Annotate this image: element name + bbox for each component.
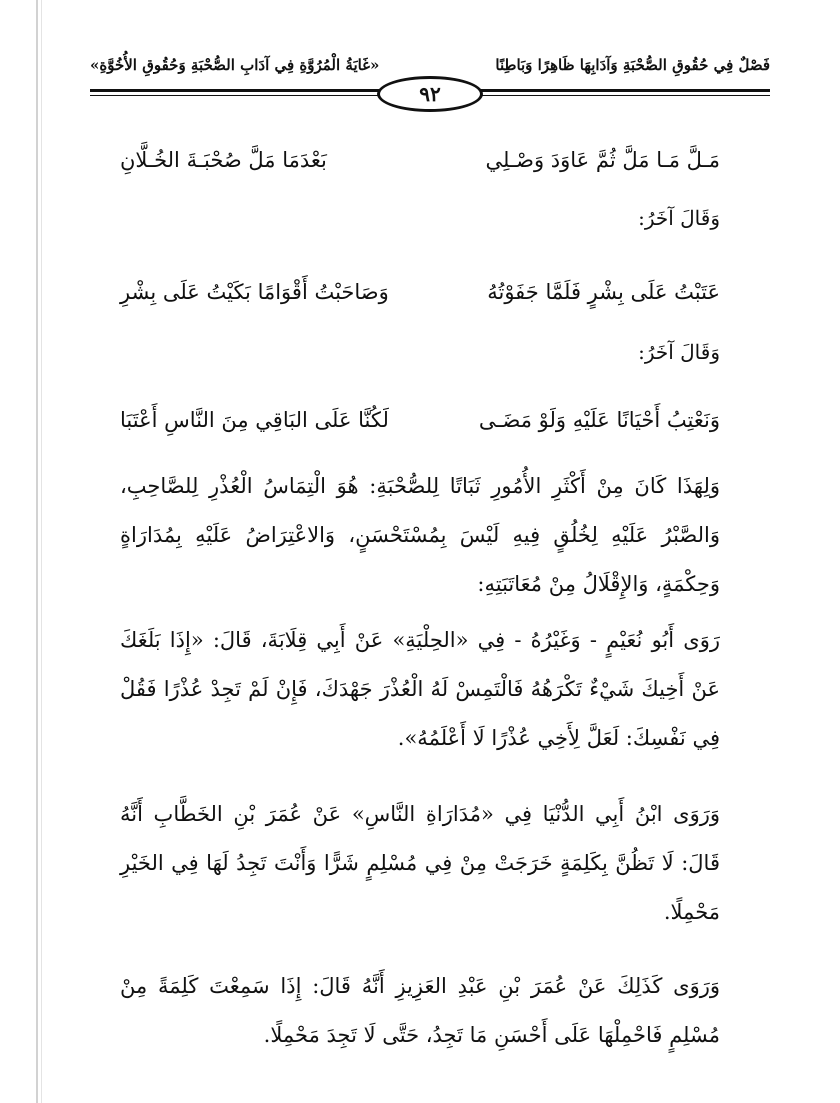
verse-intro: وَقَالَ آخَرُ: [638, 206, 720, 230]
body-paragraph [120, 962, 720, 1060]
paragraph-text: وَرَوَى كَذَلِكَ عَنْ عُمَرَ بْنِ عَبْدِ العَزِيزِ أَنَّهُ قَالَ: إِذَا سَمِعْتَ كَلِمَةً مِنْ مُسْلِمٍ فَاحْمِلْهَا عَلَى أَحْسَنِ مَا تَجِدُ، حَتَّى لَا تَجِدَ مَحْمِلًا. [120, 974, 720, 1047]
verse-first-hemistich: وَنَعْتِبُ أَحْيَانًا عَلَيْهِ وَلَوْ مَضَـى [478, 408, 720, 432]
poem-verse [120, 408, 720, 448]
page-number: ٩٢ [377, 76, 483, 112]
paragraph-text: وَلِهَذَا كَانَ مِنْ أَكْثَرِ الأُمُورِ ثَبَاتًا لِلصُّحْبَةِ: هُوَ الْتِمَاسُ الْعُذْرِ لِلصَّاحِبِ، وَالصَّبْرُ عَلَيْهِ لِخُلُقٍ فِيهِ لَيْسَ بِمُسْتَحْسَنٍ، وَالاعْتِرَاضُ عَلَيْهِ بِمُدَارَاةٍ وَحِكْمَةٍ، وَالإِقْلَالُ مِنْ مُعَاتَبَتِهِ: [120, 474, 720, 596]
chapter-title: فَصْلٌ فِي حُقُوقِ الصُّحْبَةِ وَآدَابِهَا ظَاهِرًا وَبَاطِنًا [495, 56, 770, 74]
paragraph-text: رَوَى أَبُو نُعَيْمٍ - وَغَيْرُهُ - فِي «الحِلْيَةِ» عَنْ أَبِي قِلَابَةَ، قَالَ: «إِذَا بَلَغَكَ عَنْ أَخِيكَ شَيْءٌ تَكْرَهُهُ فَالْتَمِسْ لَهُ الْعُذْرَ جَهْدَكَ، فَإِنْ لَمْ تَجِدْ عُذْرًا فَقُلْ فِي نَفْسِكَ: لَعَلَّ لِأَخِي عُذْرًا لَا أَعْلَمُهُ». [120, 628, 720, 750]
book-title: «غَايَةُ الْمُرُوَّةِ فِي آدَابِ الصُّحْبَةِ وَحُقُوقِ الأُخُوَّةِ» [90, 56, 380, 74]
body-paragraph [120, 616, 720, 763]
body-paragraph [120, 462, 720, 609]
verse-second-hemistich: بَعْدَمَا مَلَّ صُحْبَـةَ الخُـلَّانِ [120, 148, 327, 172]
poem-verse [120, 280, 720, 320]
verse-first-hemistich: مَـلَّ مَـا مَلَّ ثُمَّ عَاوَدَ وَصْـلِي [485, 148, 720, 172]
verse-intro: وَقَالَ آخَرُ: [638, 340, 720, 364]
verse-first-hemistich: عَتَبْتُ عَلَى بِشْرٍ فَلَمَّا جَفَوْتُهُ [487, 280, 720, 304]
running-header [90, 50, 770, 110]
paragraph-text: وَرَوَى ابْنُ أَبِي الدُّنْيَا فِي «مُدَارَاةِ النَّاسِ» عَنْ عُمَرَ بْنِ الخَطَّابِ أَنَّهُ قَالَ: لَا تَظُنَّ بِكَلِمَةٍ خَرَجَتْ مِنْ فِي مُسْلِمٍ شَرًّا وَأَنْتَ تَجِدُ لَهَا فِي الخَيْرِ مَحْمِلًا. [120, 802, 720, 924]
poem-verse [120, 148, 720, 188]
page-fold-line-inner [41, 0, 42, 1103]
verse-second-hemistich: وَصَاحَبْتُ أَقْوَامًا بَكَيْتُ عَلَى بِشْرِ [120, 280, 389, 304]
page-fold-line [36, 0, 38, 1103]
body-paragraph [120, 790, 720, 937]
verse-second-hemistich: لَكُنَّا عَلَى البَاقِي مِنَ النَّاسِ أَعْتَبَا [120, 408, 389, 432]
